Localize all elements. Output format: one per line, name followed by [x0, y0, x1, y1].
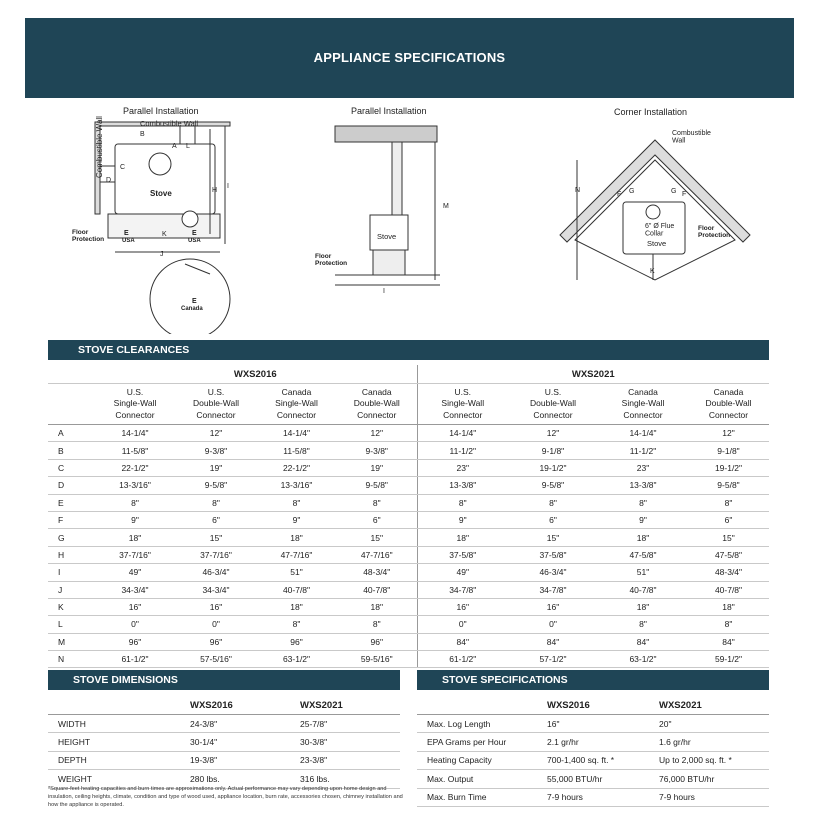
clearance-value: 49": [94, 564, 176, 581]
clearance-value: 18": [256, 529, 337, 546]
group-wxs2021: WXS2021: [417, 365, 769, 384]
clearance-value: 11-5/8": [94, 442, 176, 459]
clearance-value: 46-3/4": [508, 564, 598, 581]
specification-value: 20": [659, 715, 769, 733]
clearance-value: 18": [598, 529, 688, 546]
d3-letter-f-right: F: [682, 191, 687, 198]
clearance-value: 6": [337, 511, 417, 528]
specification-row: [417, 733, 769, 751]
clearance-row: [48, 459, 769, 476]
clearance-value: 11-5/8": [256, 442, 337, 459]
clearance-row-label: B: [48, 442, 94, 459]
clearance-value: 8": [176, 494, 256, 511]
d1-letter-i: I: [227, 183, 229, 190]
clearance-value: 63-1/2": [598, 651, 688, 668]
clearance-value: 59-5/16": [337, 651, 417, 668]
diagram-3-title: Corner Installation: [614, 107, 688, 117]
specifications-title: STOVE SPECIFICATIONS: [417, 670, 769, 690]
clearance-value: 8": [688, 616, 769, 633]
clearance-value: 9-3/8": [337, 442, 417, 459]
clearance-value: 46-3/4": [176, 564, 256, 581]
clearance-value: 9-5/8": [176, 477, 256, 494]
d1-usa-left: USA: [122, 238, 135, 244]
clearance-value: 8": [417, 494, 508, 511]
specification-row: [417, 788, 769, 806]
clearance-value: 8": [256, 494, 337, 511]
clearance-value: 96": [176, 633, 256, 650]
clearance-column-header: Canada Single-Wall Connector: [256, 384, 337, 425]
clearance-row-label: L: [48, 616, 94, 633]
clearance-value: 18": [598, 598, 688, 615]
clearance-value: 9": [417, 511, 508, 528]
spec-model-wxs2021: WXS2021: [659, 697, 769, 715]
clearance-value: 34-3/4": [94, 581, 176, 598]
d3-flue-label: 6" Ø Flue Collar: [645, 223, 675, 238]
clearance-value: 22-1/2": [256, 459, 337, 476]
d3-stove-label: Stove: [647, 239, 667, 248]
d1-letter-k: K: [162, 231, 167, 238]
clearance-value: 13-3/16": [94, 477, 176, 494]
clearance-value: 15": [176, 529, 256, 546]
clearance-value: 51": [256, 564, 337, 581]
clearance-row: [48, 616, 769, 633]
clearance-value: 48-3/4": [337, 564, 417, 581]
d1-letter-b: B: [140, 131, 145, 138]
clearance-row: [48, 633, 769, 650]
d1-letter-a: A: [172, 143, 177, 150]
d1-canada: Canada: [181, 306, 203, 312]
clearance-value: 6": [176, 511, 256, 528]
dimension-value: 19-3/8": [190, 751, 300, 769]
specification-value: 1.6 gr/hr: [659, 733, 769, 751]
diagram-corner: [555, 120, 755, 290]
clearance-row: [48, 581, 769, 598]
clearance-column-header: U.S. Double-Wall Connector: [508, 384, 598, 425]
dimensions-title: STOVE DIMENSIONS: [48, 670, 400, 690]
clearance-value: 47-7/16": [256, 546, 337, 563]
clearance-value: 37-7/16": [94, 546, 176, 563]
clearance-value: 37-5/8": [417, 546, 508, 563]
clearance-row-label: N: [48, 651, 94, 668]
dim-model-wxs2016: WXS2016: [190, 697, 300, 715]
clearance-value: 40-7/8": [598, 581, 688, 598]
header-banner: [25, 18, 794, 98]
d3-letter-f-left: F: [617, 191, 622, 198]
clearance-value: 11-1/2": [598, 442, 688, 459]
clearance-value: 84": [417, 633, 508, 650]
dimension-value: 24-3/8": [190, 715, 300, 733]
clearance-row: [48, 494, 769, 511]
clearance-value: 15": [337, 529, 417, 546]
d1-wall-label: Combustible Wall: [140, 119, 199, 128]
d3-letter-g-left: G: [629, 188, 635, 195]
clearance-value: 23": [417, 459, 508, 476]
diagram-parallel-side: [315, 120, 460, 300]
dimension-value: 30-3/8": [300, 733, 400, 751]
clearance-row: [48, 598, 769, 615]
clearance-value: 34-3/4": [176, 581, 256, 598]
clearance-value: 6": [688, 511, 769, 528]
specification-label: Heating Capacity: [417, 751, 547, 769]
clearance-column-header: U.S. Single-Wall Connector: [417, 384, 508, 425]
clearance-value: 18": [94, 529, 176, 546]
dimension-label: DEPTH: [48, 751, 190, 769]
clearance-value: 18": [256, 598, 337, 615]
d1-letter-e-right: E: [192, 230, 197, 237]
clearance-value: 9": [94, 511, 176, 528]
clearance-value: 9": [256, 511, 337, 528]
d2-letter-m: M: [443, 203, 449, 210]
clearance-row-label: I: [48, 564, 94, 581]
d2-floor-protection: Floor Protection: [315, 253, 348, 268]
d1-letter-c: C: [120, 164, 126, 171]
clearance-value: 51": [598, 564, 688, 581]
clearance-value: 34-7/8": [417, 581, 508, 598]
clearance-value: 8": [337, 616, 417, 633]
clearance-value: 96": [94, 633, 176, 650]
clearance-value: 96": [256, 633, 337, 650]
clearance-value: 18": [337, 598, 417, 615]
dimension-label: WIDTH: [48, 715, 190, 733]
clearance-value: 59-1/2": [688, 651, 769, 668]
d3-floor-protection: Floor Protection: [698, 225, 731, 240]
specification-row: [417, 715, 769, 733]
dimension-row: [48, 751, 400, 769]
clearance-value: 18": [688, 598, 769, 615]
d3-letter-n: N: [575, 187, 581, 194]
clearance-value: 8": [337, 494, 417, 511]
specification-value: 700-1,400 sq. ft. *: [547, 751, 659, 769]
dimension-value: 25-7/8": [300, 715, 400, 733]
clearance-value: 16": [94, 598, 176, 615]
clearances-title: STOVE CLEARANCES: [48, 340, 769, 360]
clearance-value: 15": [688, 529, 769, 546]
d1-usa-right: USA: [188, 238, 201, 244]
footnote: *Square-feet heating capacities and burn times are approximations only. Actual performance may vary depending upon home design and insulation, ceiling heights, climate, condition and type of wood used, appliance location, burn rate, accessories chosen, chimney installation and how the appliance is operated.: [48, 786, 403, 808]
clearance-value: 8": [688, 494, 769, 511]
clearance-value: 8": [508, 494, 598, 511]
clearance-row: [48, 529, 769, 546]
dimension-row: [48, 733, 400, 751]
clearance-column-header: Canada Double-Wall Connector: [688, 384, 769, 425]
clearance-row: [48, 477, 769, 494]
clearance-value: 13-3/8": [598, 477, 688, 494]
d1-letter-j: J: [160, 251, 164, 258]
clearance-value: 8": [598, 494, 688, 511]
specification-label: Max. Output: [417, 770, 547, 788]
clearance-value: 40-7/8": [337, 581, 417, 598]
clearance-value: 61-1/2": [417, 651, 508, 668]
clearance-value: 9-3/8": [176, 442, 256, 459]
clearance-value: 48-3/4": [688, 564, 769, 581]
clearance-value: 8": [598, 616, 688, 633]
clearance-value: 22-1/2": [94, 459, 176, 476]
clearance-value: 14-1/4": [256, 425, 337, 442]
clearance-column-header: U.S. Double-Wall Connector: [176, 384, 256, 425]
d3-letter-k: K: [650, 268, 655, 275]
dimension-value: 30-1/4": [190, 733, 300, 751]
specification-label: EPA Grams per Hour: [417, 733, 547, 751]
clearance-row: [48, 564, 769, 581]
clearance-row-label: D: [48, 477, 94, 494]
specification-row: [417, 770, 769, 788]
spec-model-wxs2016: WXS2016: [547, 697, 659, 715]
clearance-value: 13-3/8": [417, 477, 508, 494]
specifications-table: [417, 697, 769, 807]
clearance-value: 37-7/16": [176, 546, 256, 563]
clearance-value: 57-1/2": [508, 651, 598, 668]
diagram-2-title: Parallel Installation: [351, 106, 427, 116]
clearance-value: 16": [508, 598, 598, 615]
clearance-value: 14-1/4": [417, 425, 508, 442]
clearance-row: [48, 442, 769, 459]
diagram-parallel-top: [60, 114, 250, 334]
clearance-row: [48, 425, 769, 442]
dimension-value: 280 lbs.: [190, 770, 300, 788]
clearance-value: 9-5/8": [337, 477, 417, 494]
clearance-value: 8": [94, 494, 176, 511]
clearance-value: 40-7/8": [256, 581, 337, 598]
clearance-value: 0": [508, 616, 598, 633]
clearance-value: 12": [337, 425, 417, 442]
clearance-value: 0": [176, 616, 256, 633]
clearance-column-header: U.S. Single-Wall Connector: [94, 384, 176, 425]
specification-value: 7-9 hours: [547, 788, 659, 806]
d1-letter-l: L: [186, 143, 190, 150]
clearance-value: 9-1/8": [688, 442, 769, 459]
clearance-value: 19-1/2": [688, 459, 769, 476]
clearance-value: 37-5/8": [508, 546, 598, 563]
clearance-value: 49": [417, 564, 508, 581]
clearances-table: [48, 365, 769, 668]
d2-stove-label: Stove: [377, 232, 397, 241]
d1-letter-d: D: [106, 177, 112, 184]
clearance-value: 12": [688, 425, 769, 442]
dimension-value: 23-3/8": [300, 751, 400, 769]
clearance-row: [48, 511, 769, 528]
d3-letter-g-right: G: [671, 188, 677, 195]
group-wxs2016: WXS2016: [94, 365, 417, 384]
specification-row: [417, 751, 769, 769]
clearance-value: 47-7/16": [337, 546, 417, 563]
clearance-value: 14-1/4": [94, 425, 176, 442]
clearance-value: 16": [176, 598, 256, 615]
clearance-value: 47-5/8": [688, 546, 769, 563]
clearance-value: 0": [417, 616, 508, 633]
dimension-value: 316 lbs.: [300, 770, 400, 788]
d1-floor-protection: Floor Protection: [72, 229, 105, 244]
clearance-value: 19": [176, 459, 256, 476]
specification-value: 55,000 BTU/hr: [547, 770, 659, 788]
clearance-value: 47-5/8": [598, 546, 688, 563]
d2-letter-i: I: [383, 288, 385, 295]
clearance-row-label: E: [48, 494, 94, 511]
clearance-value: 16": [417, 598, 508, 615]
clearance-value: 84": [508, 633, 598, 650]
clearance-value: 40-7/8": [688, 581, 769, 598]
specification-value: 76,000 BTU/hr: [659, 770, 769, 788]
dimensions-table: [48, 697, 400, 789]
d1-letter-h: H: [212, 187, 218, 194]
clearance-value: 18": [417, 529, 508, 546]
clearance-column-header: Canada Double-Wall Connector: [337, 384, 417, 425]
clearance-value: 6": [508, 511, 598, 528]
clearance-row-label: A: [48, 425, 94, 442]
dimension-label: HEIGHT: [48, 733, 190, 751]
clearance-value: 19-1/2": [508, 459, 598, 476]
clearance-row-label: C: [48, 459, 94, 476]
clearance-row-label: J: [48, 581, 94, 598]
clearance-value: 84": [688, 633, 769, 650]
clearance-value: 96": [337, 633, 417, 650]
d1-stove-label: Stove: [150, 189, 172, 198]
clearance-value: 0": [94, 616, 176, 633]
clearance-value: 19": [337, 459, 417, 476]
clearance-value: 61-1/2": [94, 651, 176, 668]
d1-letter-e-usa: E: [124, 230, 129, 237]
clearance-value: 57-5/16": [176, 651, 256, 668]
clearance-value: 11-1/2": [417, 442, 508, 459]
specification-value: 7-9 hours: [659, 788, 769, 806]
clearance-value: 14-1/4": [598, 425, 688, 442]
clearance-row-label: K: [48, 598, 94, 615]
clearance-value: 12": [176, 425, 256, 442]
clearance-value: 13-3/16": [256, 477, 337, 494]
specification-value: 2.1 gr/hr: [547, 733, 659, 751]
d1-letter-e-canada: E: [192, 298, 197, 305]
clearance-row-label: M: [48, 633, 94, 650]
clearance-value: 8": [256, 616, 337, 633]
dim-model-wxs2021: WXS2021: [300, 697, 400, 715]
clearance-value: 9": [598, 511, 688, 528]
clearance-value: 12": [508, 425, 598, 442]
d1-side-wall-label: Combustible Wall: [95, 116, 104, 178]
diagram-1-title: Parallel Installation: [123, 106, 199, 116]
clearance-value: 9-1/8": [508, 442, 598, 459]
clearance-row-label: G: [48, 529, 94, 546]
page-title: APPLIANCE SPECIFICATIONS: [313, 50, 506, 65]
clearance-row-label: F: [48, 511, 94, 528]
clearance-value: 15": [508, 529, 598, 546]
clearance-row-label: H: [48, 546, 94, 563]
dimension-label: WEIGHT: [48, 770, 190, 788]
clearance-value: 34-7/8": [508, 581, 598, 598]
specification-value: 16": [547, 715, 659, 733]
clearance-row: [48, 651, 769, 668]
clearance-value: 23": [598, 459, 688, 476]
dimension-row: [48, 715, 400, 733]
clearance-value: 63-1/2": [256, 651, 337, 668]
clearance-column-header: Canada Single-Wall Connector: [598, 384, 688, 425]
clearance-value: 9-5/8": [688, 477, 769, 494]
d3-wall-label: Combustible Wall: [672, 130, 711, 145]
specification-value: Up to 2,000 sq. ft. *: [659, 751, 769, 769]
specification-label: Max. Log Length: [417, 715, 547, 733]
clearance-value: 9-5/8": [508, 477, 598, 494]
clearance-row: [48, 546, 769, 563]
specification-label: Max. Burn Time: [417, 788, 547, 806]
clearance-value: 84": [598, 633, 688, 650]
